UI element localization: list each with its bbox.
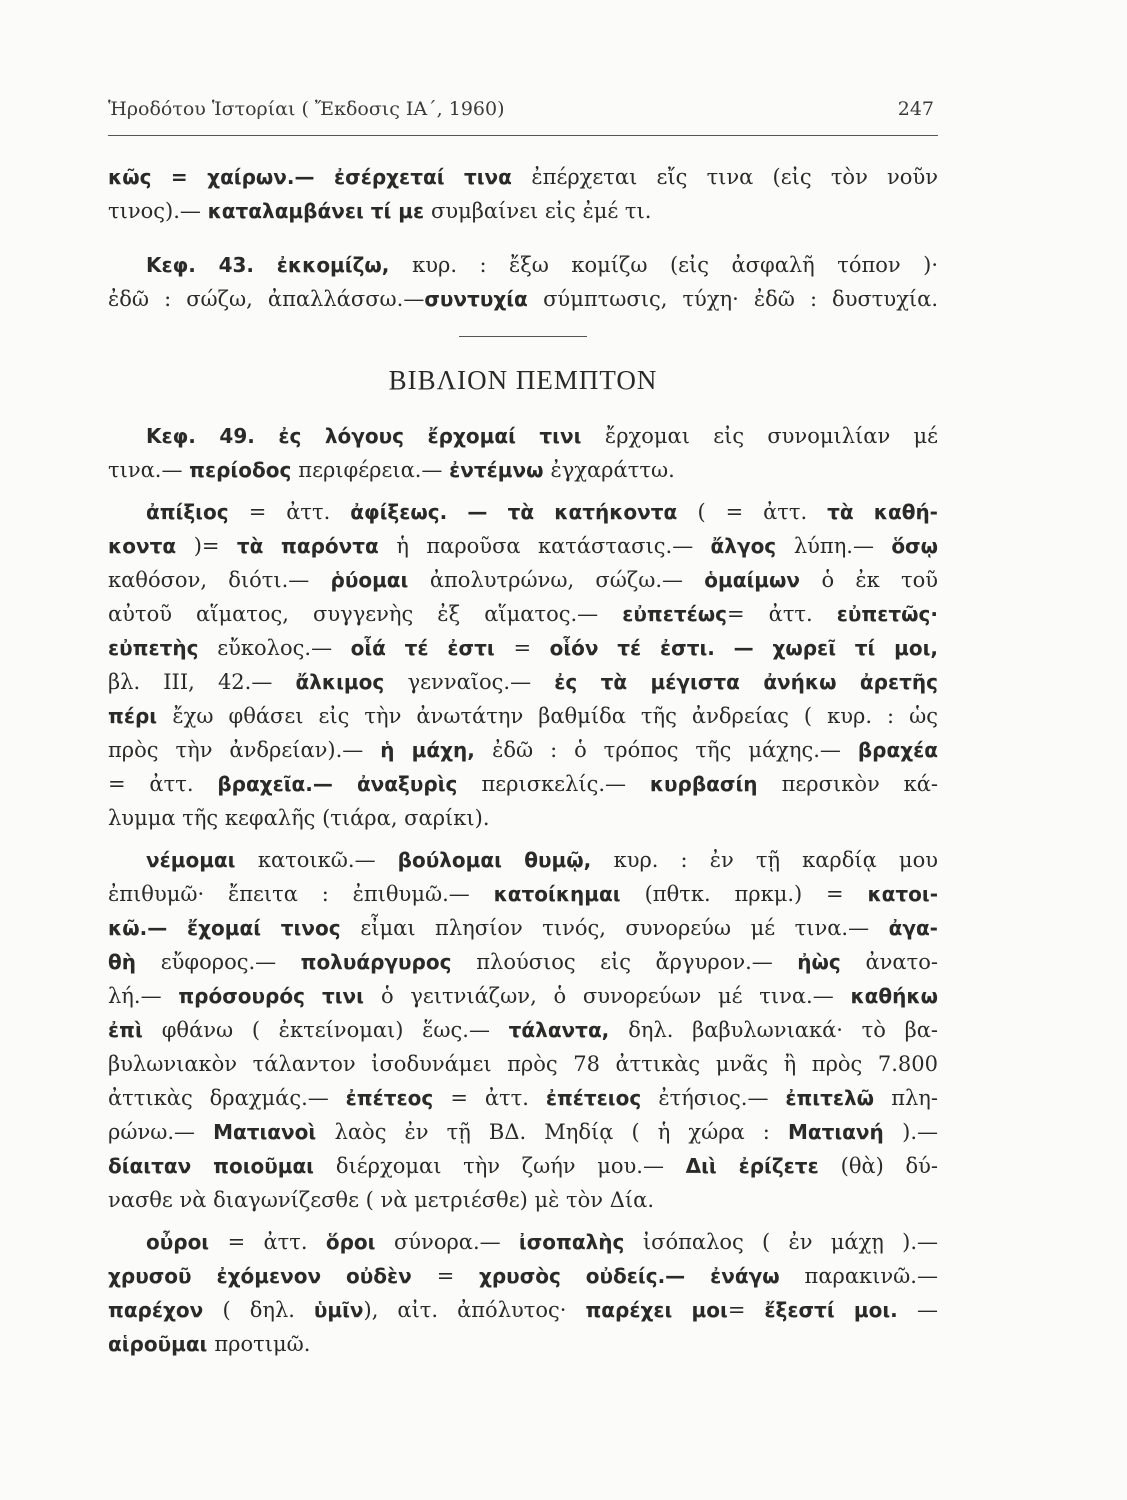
- bold-term: ἐπέτειος: [545, 1086, 659, 1110]
- header-rule: [108, 135, 938, 136]
- text-line: [108, 194, 938, 228]
- text-body: [108, 160, 938, 1361]
- gloss-text: ( δηλ.: [222, 1298, 314, 1322]
- bold-term: κατοι-: [867, 882, 938, 906]
- text-line: [108, 248, 938, 282]
- gloss-text: ρώνω.—: [108, 1120, 214, 1144]
- gloss-text: δηλ. βαβυλωνιακά· τὸ βα-: [628, 1018, 938, 1042]
- gloss-text: ( = ἀττ.: [697, 500, 828, 524]
- bold-term: ἄλκιμος: [295, 670, 408, 694]
- text-line: [108, 1259, 938, 1293]
- gloss-text: περισκελίς.—: [481, 772, 650, 796]
- gloss-text: εἶμαι πλησίον τινός, συνορεύω μέ τινα.—: [360, 916, 889, 940]
- gloss-text: ἀπολυτρώνω, σώζω.—: [429, 568, 705, 592]
- gloss-text: σύνορα.—: [393, 1230, 519, 1254]
- bold-term: εὐπετέως: [622, 602, 727, 626]
- bold-term: Ματιανή: [787, 1120, 903, 1144]
- text-line: [108, 1183, 938, 1217]
- bold-term: ἰσοπαλὴς: [518, 1230, 643, 1254]
- bold-term: δίαιταν ποιοῦμαι: [108, 1154, 336, 1178]
- bold-term: αἱροῦμαι: [108, 1332, 215, 1356]
- bold-term: εὐπετῶς·: [836, 602, 938, 626]
- gloss-text: ἐδῶ : ὁ τρόπος τῆς μάχης.—: [492, 738, 858, 762]
- bold-term: τὰ παρόντα: [236, 534, 397, 558]
- gloss-text: εὔφορος.—: [160, 950, 301, 974]
- bold-term: πολυάργυρος: [300, 950, 477, 974]
- text-line: [108, 563, 938, 597]
- bold-term: ἠὼς: [797, 950, 866, 974]
- bold-term: ἐπὶ: [108, 1018, 162, 1042]
- gloss-text: ἰσόπαλος ( ἐν μάχῃ ).—: [642, 1230, 938, 1254]
- gloss-text: πρὸς τὴν ἀνδρείαν).—: [108, 738, 381, 762]
- text-line: [108, 1115, 938, 1149]
- bold-term: συντυχία: [424, 287, 544, 311]
- gloss-text: φθάνω ( ἐκτείνομαι) ἕως.—: [161, 1018, 509, 1042]
- text-line: [108, 1013, 938, 1047]
- bold-term: ὁμαίμων: [704, 568, 822, 592]
- gloss-text: ἔρχομαι εἰς συνομιλίαν μέ: [604, 424, 938, 448]
- text-line: [108, 529, 938, 563]
- gloss-text: βυλωνιακὸν τάλαντον ἰσοδυνάμει πρὸς 78 ἀττικὰς μνᾶς ἢ πρὸς 7.800: [108, 1052, 938, 1076]
- bold-term: θὴ: [108, 950, 161, 974]
- gloss-text: τινα.—: [108, 458, 190, 482]
- text-line: [108, 1081, 938, 1115]
- bold-term: ἀφίξεως. — τὰ κατήκοντα: [350, 500, 698, 524]
- gloss-text: πλούσιος εἰς ἄργυρον.—: [476, 950, 798, 974]
- bold-term: παρέχον: [108, 1298, 223, 1322]
- gloss-text: ἡ παροῦσα κατάστασις.—: [396, 534, 711, 558]
- gloss-text: = ἀττ.: [108, 772, 218, 796]
- gloss-text: ὁ ἐκ τοῦ: [821, 568, 938, 592]
- gloss-text: = ἀττ.: [248, 500, 351, 524]
- section-separator: [459, 336, 587, 337]
- bold-term: ἄλγος: [710, 534, 794, 558]
- text-line: [108, 665, 938, 699]
- bold-term: οὖροι: [146, 1230, 228, 1254]
- bold-term: τάλαντα,: [508, 1018, 629, 1042]
- bold-term: πρόσουρός τινι: [178, 984, 381, 1008]
- bold-term: οἷά τέ ἐστι: [350, 636, 514, 660]
- gloss-text: περιφέρεια.—: [298, 458, 450, 482]
- gloss-text: = ἀττ.: [450, 1086, 546, 1110]
- gloss-text: βλ. ΙΙΙ, 42.—: [108, 670, 296, 694]
- bold-term: ἐπέτεος: [345, 1086, 451, 1110]
- bold-term: ὅροι: [325, 1230, 394, 1254]
- bold-term: νέμομαι: [146, 848, 258, 872]
- bold-term: Κεφ. 43. ἐκκομίζω,: [146, 253, 413, 277]
- text-line: [108, 1047, 938, 1081]
- gloss-text: λύπη.—: [793, 534, 892, 558]
- bold-term: ἐντέμνω: [449, 458, 551, 482]
- gloss-text: σύμπτωσις, τύχη· ἐδῶ : δυστυχία.: [543, 287, 939, 311]
- gloss-text: συμβαίνει εἰς ἐμέ τι.: [431, 199, 652, 223]
- text-line: [108, 1149, 938, 1183]
- text-line: [108, 767, 938, 801]
- gloss-text: ), αἰτ. ἀπόλυτος·: [363, 1298, 586, 1322]
- gloss-text: ἐγχαράττω.: [550, 458, 675, 482]
- gloss-text: ἀνατο-: [865, 950, 938, 974]
- bold-term: βούλομαι θυμῷ,: [397, 848, 614, 872]
- bold-term: Κεφ. 49. ἐς λόγους ἔρχομαί τινι: [146, 424, 605, 448]
- text-line: [108, 733, 938, 767]
- bold-term: καταλαμβάνει τί με: [207, 199, 432, 223]
- text-line: [108, 1293, 938, 1327]
- gloss-text: ἀττικὰς δραχμάς.—: [108, 1086, 346, 1110]
- gloss-text: λή.—: [108, 984, 179, 1008]
- bold-term: βραχεῖα.— ἀναξυρὶς: [217, 772, 482, 796]
- bold-term: ῥύομαι: [330, 568, 430, 592]
- gloss-text: ἐπέρχεται εἴς τινα (εἰς τὸν νοῦν: [531, 165, 938, 189]
- bold-term: ἐσέρχεταί τινα: [334, 165, 532, 189]
- gloss-text: τινος).—: [108, 199, 208, 223]
- gloss-text: εὔκολος.—: [217, 636, 351, 660]
- bold-term: βραχέα: [857, 738, 938, 762]
- text-line: [108, 1327, 938, 1361]
- book-title: ΒΙΒΛΙΟΝ ΠΕΜΠΤΟΝ: [388, 365, 658, 395]
- text-line: [108, 843, 938, 877]
- gloss-text: ).—: [902, 1120, 938, 1144]
- text-line: [108, 699, 938, 733]
- gloss-text: = ἀττ.: [227, 1230, 326, 1254]
- text-line: [108, 979, 938, 1013]
- text-line: [108, 419, 938, 453]
- gloss-text: λυμμα τῆς κεφαλῆς (τιάρα, σαρίκι).: [108, 806, 490, 830]
- gloss-text: λαὸς ἐν τῇ ΒΔ. Μηδίᾳ ( ἡ χώρα :: [334, 1120, 788, 1144]
- bold-term: καθήκω: [850, 984, 938, 1008]
- gloss-text: πλη-: [891, 1086, 938, 1110]
- bold-term: ἀπίξιος: [146, 500, 249, 524]
- gloss-text: παρακινῶ.—: [804, 1264, 938, 1288]
- header-title: Ἡροδότου Ἱστορίαι ( Ἔκδοσις ΙΑ΄, 1960): [108, 98, 505, 120]
- gloss-text: (πθτκ. πρκμ.) =: [644, 882, 868, 906]
- gloss-text: κυρ. : ἐν τῇ καρδίᾳ μου: [613, 848, 938, 872]
- bold-term: πέρι: [108, 704, 173, 728]
- text-line: [108, 801, 938, 835]
- text-line: [108, 877, 938, 911]
- gloss-text: ἐπιθυμῶ· ἔπειτα : ἐπιθυμῶ.—: [108, 882, 494, 906]
- bold-term: κοντα: [108, 534, 194, 558]
- gloss-text: =: [727, 1298, 765, 1322]
- bold-term: παρέχει μοι: [585, 1298, 728, 1322]
- text-line: [108, 160, 938, 194]
- bold-term: ἐπιτελῶ: [785, 1086, 892, 1110]
- gloss-text: =: [436, 1264, 479, 1288]
- page-number: 247: [897, 98, 934, 120]
- bold-term: κῶς = χαίρων.—: [108, 165, 334, 189]
- bold-term: Διὶ ἐρίζετε: [685, 1154, 841, 1178]
- bold-term: κατοίκημαι: [493, 882, 645, 906]
- gloss-text: κυρ. : ἔξω κομίζω (εἰς ἀσφαλῆ τόπον )·: [412, 253, 938, 277]
- gloss-text: γενναῖος.—: [407, 670, 555, 694]
- gloss-text: = ἀττ.: [726, 602, 837, 626]
- gloss-text: ὁ γειτνιάζων, ὁ συνορεύων μέ τινα.—: [380, 984, 851, 1008]
- bold-term: εὐπετὴς: [108, 636, 218, 660]
- text-line: [108, 1225, 938, 1259]
- gloss-text: (θὰ) δύ-: [840, 1154, 939, 1178]
- bold-term: ὑμῖν: [313, 1298, 364, 1322]
- gloss-text: νασθε νὰ διαγωνίζεσθε ( νὰ μετριέσθε) μὲ τὸν Δία.: [108, 1188, 654, 1212]
- bold-term: ἐς τὰ μέγιστα ἀνήκω ἀρετῆς: [554, 670, 938, 694]
- gloss-text: προτιμῶ.: [214, 1332, 311, 1356]
- bold-term: ἔξεστί μοι.: [764, 1298, 917, 1322]
- gloss-text: ἐδῶ : σώζω, ἀπαλλάσσω.—: [108, 287, 425, 311]
- gloss-text: =: [513, 636, 550, 660]
- bold-term: τὰ καθή-: [827, 500, 938, 524]
- text-line: [108, 911, 938, 945]
- gloss-text: αὐτοῦ αἵματος, συγγενὴς ἐξ αἵματος.—: [108, 602, 623, 626]
- text-line: [108, 631, 938, 665]
- gloss-text: )=: [193, 534, 237, 558]
- bold-term: κυρβασίη: [649, 772, 782, 796]
- bold-term: ὅσῳ: [891, 534, 939, 558]
- text-line: [108, 945, 938, 979]
- text-line: [108, 282, 938, 316]
- bold-term: Ματιανοὶ: [213, 1120, 335, 1144]
- bold-term: οἷόν τέ ἐστι. — χωρεῖ τί μοι,: [549, 636, 938, 660]
- gloss-text: —: [916, 1298, 938, 1322]
- bold-term: χρυσὸς οὐδείς.— ἐνάγω: [478, 1264, 805, 1288]
- bold-term: κῶ.— ἔχομαί τινος: [108, 916, 361, 940]
- bold-term: χρυσοῦ ἐχόμενον οὐδὲν: [108, 1264, 437, 1288]
- gloss-text: ἔχω φθάσει εἰς τὴν ἀνωτάτην βαθμίδα τῆς ἀνδρείας ( κυρ. : ὡς: [172, 704, 938, 728]
- gloss-text: καθόσον, διότι.—: [108, 568, 331, 592]
- text-line: [108, 597, 938, 631]
- bold-term: ἡ μάχη,: [380, 738, 493, 762]
- gloss-text: ἐτήσιος.—: [658, 1086, 786, 1110]
- text-line: [108, 453, 938, 487]
- gloss-text: περσικὸν κά-: [781, 772, 938, 796]
- text-line: [108, 495, 938, 529]
- gloss-text: διέρχομαι τὴν ζωήν μου.—: [335, 1154, 686, 1178]
- bold-term: περίοδος: [189, 458, 299, 482]
- gloss-text: κατοικῶ.—: [257, 848, 398, 872]
- bold-term: ἀγα-: [888, 916, 938, 940]
